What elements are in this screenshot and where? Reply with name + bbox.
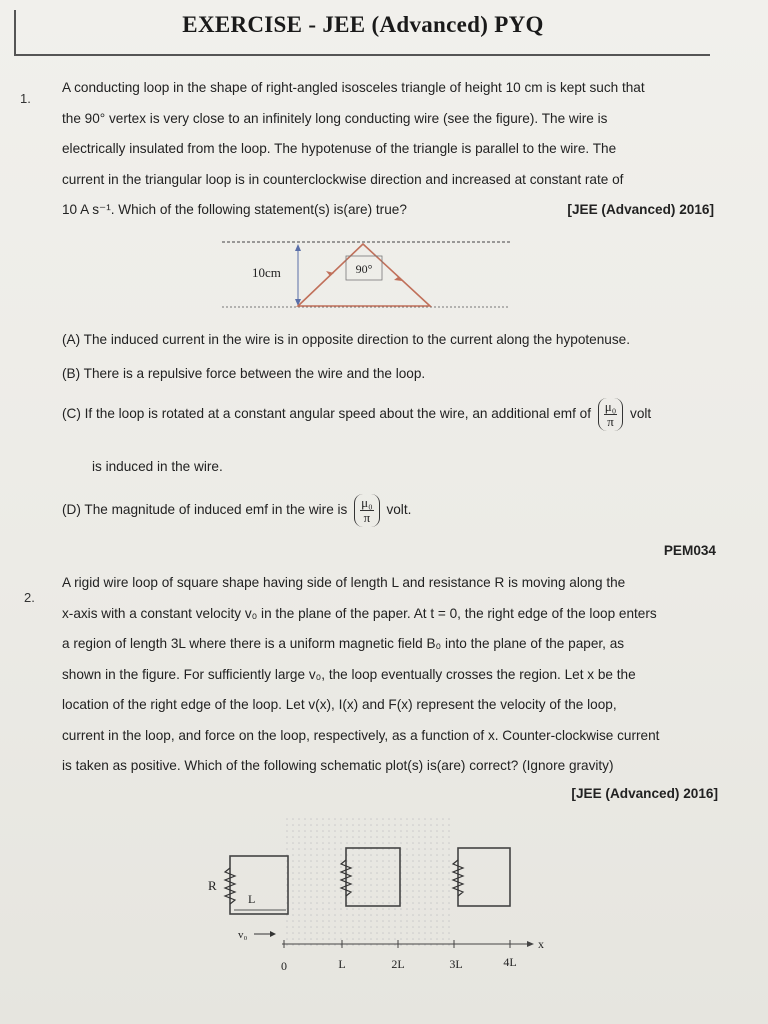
tick-label-1: L	[338, 957, 346, 971]
magnetic-field-region	[284, 818, 454, 950]
square-loop-3	[458, 848, 510, 906]
q2-line-7: is taken as positive. Which of the following schematic plot(s) is(are) correct? (Ignore gravity)	[62, 758, 614, 773]
q1-line-5	[62, 195, 714, 226]
tick-label-4: 4L	[503, 955, 517, 969]
option-c-text: (C) If the loop is rotated at a constant angular speed about the wire, an additional emf of	[62, 406, 591, 422]
frac-numerator: μ₀	[604, 399, 617, 414]
x-axis-label: x	[538, 937, 544, 951]
q2-line-4: shown in the figure. For sufficiently large v₀, the loop eventually crosses the region. Let x be the	[62, 666, 636, 682]
angle-label: 90°	[355, 262, 373, 276]
resistance-label: R	[208, 878, 217, 893]
question-1-text	[62, 73, 714, 226]
option-d-text: (D) The magnitude of induced emf in the wire is	[62, 502, 348, 518]
q2-exam-tag: [JEE (Advanced) 2016]	[571, 786, 718, 801]
exercise-header	[14, 10, 710, 56]
resistor-1-icon	[225, 868, 235, 904]
q2-line-3: a region of length 3L where there is a uniform magnetic field B₀ into the plane of the paper, as	[62, 636, 625, 651]
q1-line-2: the 90° vertex is very close to an infinitely long conducting wire (see the figure). The wire is	[62, 110, 608, 126]
q2-line-2: x-axis with a constant velocity v₀ in the plane of the paper. At t = 0, the right edge of the loop enters	[62, 605, 657, 621]
option-b: (B) There is a repulsive force between the wire and the loop.	[62, 366, 426, 381]
question-1-number: 1.	[20, 91, 31, 106]
resistor-3-icon	[453, 860, 463, 896]
height-label: 10cm	[252, 265, 281, 280]
square-loop-figure	[200, 810, 560, 990]
triangle-loop-figure	[218, 234, 518, 320]
question-code: PEM034	[663, 543, 716, 558]
q1-line-5-text: 10 A s⁻¹. Which of the following statement(s) is(are) true?	[62, 202, 407, 217]
q1-exam-tag: [JEE (Advanced) 2016]	[567, 202, 714, 217]
tick-label-0: 0	[281, 959, 287, 973]
q1-line-4: current in the triangular loop is in counterclockwise direction and increased at constant rate of	[62, 171, 624, 187]
side-length-label: L	[248, 892, 256, 906]
option-c-unit: volt	[630, 406, 652, 422]
velocity-label: v₀	[238, 929, 248, 941]
q2-line-6: current in the loop, and force on the loop, respectively, as a function of x. Counter-clockwise current	[62, 727, 660, 743]
q2-line-5: location of the right edge of the loop. Let v(x), I(x) and F(x) represent the velocity of the loop,	[62, 697, 617, 712]
tick-label-2: 2L	[391, 957, 405, 971]
square-loop-1	[230, 856, 288, 914]
option-c	[62, 398, 651, 431]
option-d	[62, 494, 411, 527]
q1-line-3: electrically insulated from the loop. The hypotenuse of the triangle is parallel to the wire. The	[62, 141, 617, 156]
mu0-over-pi-fraction-d	[354, 494, 380, 527]
option-d-unit: volt.	[386, 502, 412, 518]
height-arrow-up-icon	[295, 244, 301, 251]
x-axis-arrow-icon	[527, 941, 534, 947]
option-a: (A) The induced current in the wire is in opposite direction to the current along the hypotenuse.	[62, 332, 630, 347]
page-title: EXERCISE - JEE (Advanced) PYQ	[182, 12, 544, 37]
frac-denominator: π	[607, 414, 614, 429]
velocity-arrow-icon	[270, 931, 276, 937]
frac-denominator-d: π	[363, 510, 371, 525]
frac-numerator-d: μ₀	[361, 495, 373, 510]
question-2-number: 2.	[24, 590, 35, 605]
option-c-continuation: is induced in the wire.	[92, 459, 223, 474]
tick-label-3: 3L	[449, 957, 463, 971]
q1-line-1: A conducting loop in the shape of right-angled isosceles triangle of height 10 cm is kept such that	[62, 80, 645, 95]
q2-line-1: A rigid wire loop of square shape having side of length L and resistance R is moving along the	[62, 575, 626, 590]
mu0-over-pi-fraction	[598, 398, 624, 431]
question-2-text	[62, 568, 714, 782]
